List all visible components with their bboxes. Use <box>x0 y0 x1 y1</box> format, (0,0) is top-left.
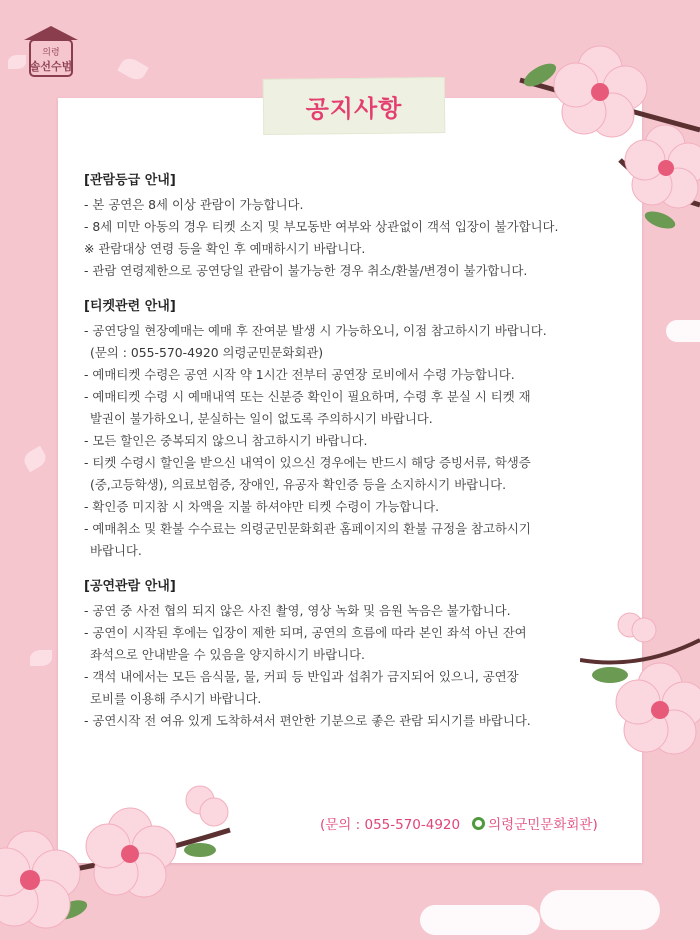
cloud-decoration <box>540 890 660 930</box>
notice-line: (문의 : 055-570-4920 의령군민문화회관) <box>90 345 324 360</box>
petal-decoration <box>21 446 49 473</box>
notice-line: ※ 관람대상 연령 등을 확인 후 예매하시기 바랍니다. <box>84 241 366 256</box>
petal-decoration <box>117 55 149 84</box>
venue-logo-icon <box>472 817 485 830</box>
notice-line: - 예매티켓 수령은 공연 시작 약 1시간 전부터 공연장 로비에서 수령 가능합니다. <box>84 367 515 382</box>
notice-line: - 공연당일 현장예매는 예매 후 잔여분 발생 시 가능하오니, 이점 참고하시기 바랍니다. <box>84 323 547 338</box>
page-title: 공지사항 <box>305 93 403 124</box>
cherry-blossom-bottom-left <box>0 770 240 940</box>
notice-line: - 관람 연령제한으로 공연당일 관람이 불가능한 경우 취소/환불/변경이 불가합니다. <box>84 263 528 278</box>
cherry-blossom-top-right <box>500 20 700 250</box>
notice-line: - 티켓 수령시 할인을 받으신 내역이 있으신 경우에는 반드시 해당 증빙서류, 학생증 <box>84 455 531 470</box>
section-ticket-info <box>84 296 624 562</box>
cherry-blossom-right <box>580 600 700 780</box>
notice-line: (중,고등학생), 의료보험증, 장애인, 유공자 확인증 등을 소지하시기 바랍니다. <box>90 477 507 492</box>
notice-line: - 예매티켓 수령 시 예매내역 또는 신분증 확인이 필요하며, 수령 후 분실 시 티켓 재 <box>84 389 531 404</box>
notice-line: - 예매취소 및 환불 수수료는 의령군민문화회관 홈페이지의 환불 규정을 참고하시기 <box>84 521 531 536</box>
notice-line: - 객석 내에서는 모든 음식물, 물, 커피 등 반입과 섭취가 금지되어 있으니, 공연장 <box>84 669 519 684</box>
contact-phone: (문의 : 055-570-4920 <box>320 817 461 833</box>
title-tape <box>263 77 446 135</box>
notice-line: - 모든 할인은 중복되지 않으니 참고하시기 바랍니다. <box>84 433 368 448</box>
contact-venue: 의령군민문화회관) <box>488 817 598 833</box>
notice-line: - 본 공연은 8세 이상 관람이 가능합니다. <box>84 197 304 212</box>
notice-line: - 확인증 미지참 시 차액을 지불 하셔야만 티켓 수령이 가능합니다. <box>84 499 440 514</box>
notice-line: - 공연 중 사전 협의 되지 않은 사진 촬영, 영상 녹화 및 음원 녹음은 불가합니다. <box>84 603 511 618</box>
section-heading: [공연관람 안내] <box>84 579 176 594</box>
section-heading: [티켓관련 안내] <box>84 299 176 314</box>
cloud-decoration <box>666 320 700 342</box>
cloud-decoration <box>420 905 540 935</box>
contact-info <box>320 813 598 833</box>
festival-logo <box>16 20 86 84</box>
petal-decoration <box>30 650 52 666</box>
notice-line: - 8세 미만 아동의 경우 티켓 소지 및 부모동반 여부와 상관없이 객석 입장이 불가합니다. <box>84 219 559 234</box>
svg-text:솔선수범: 솔선수범 <box>29 60 73 73</box>
svg-text:의령: 의령 <box>42 48 60 58</box>
notice-line: 바랍니다. <box>90 543 142 558</box>
notice-line: 발권이 불가하오니, 분실하는 일이 없도록 주의하시기 바랍니다. <box>90 411 433 426</box>
section-performance-viewing <box>84 576 624 732</box>
notice-content <box>84 170 624 746</box>
section-heading: [관람등급 안내] <box>84 173 176 188</box>
notice-line: 로비를 이용해 주시기 바랍니다. <box>90 691 262 706</box>
notice-line: 좌석으로 안내받을 수 있음을 양지하시기 바랍니다. <box>90 647 365 662</box>
notice-line: - 공연이 시작된 후에는 입장이 제한 되며, 공연의 흐름에 따라 본인 좌석 아닌 잔여 <box>84 625 527 640</box>
notice-line: - 공연시작 전 여유 있게 도착하셔서 편안한 기분으로 좋은 관람 되시기를 바랍니다. <box>84 713 531 728</box>
